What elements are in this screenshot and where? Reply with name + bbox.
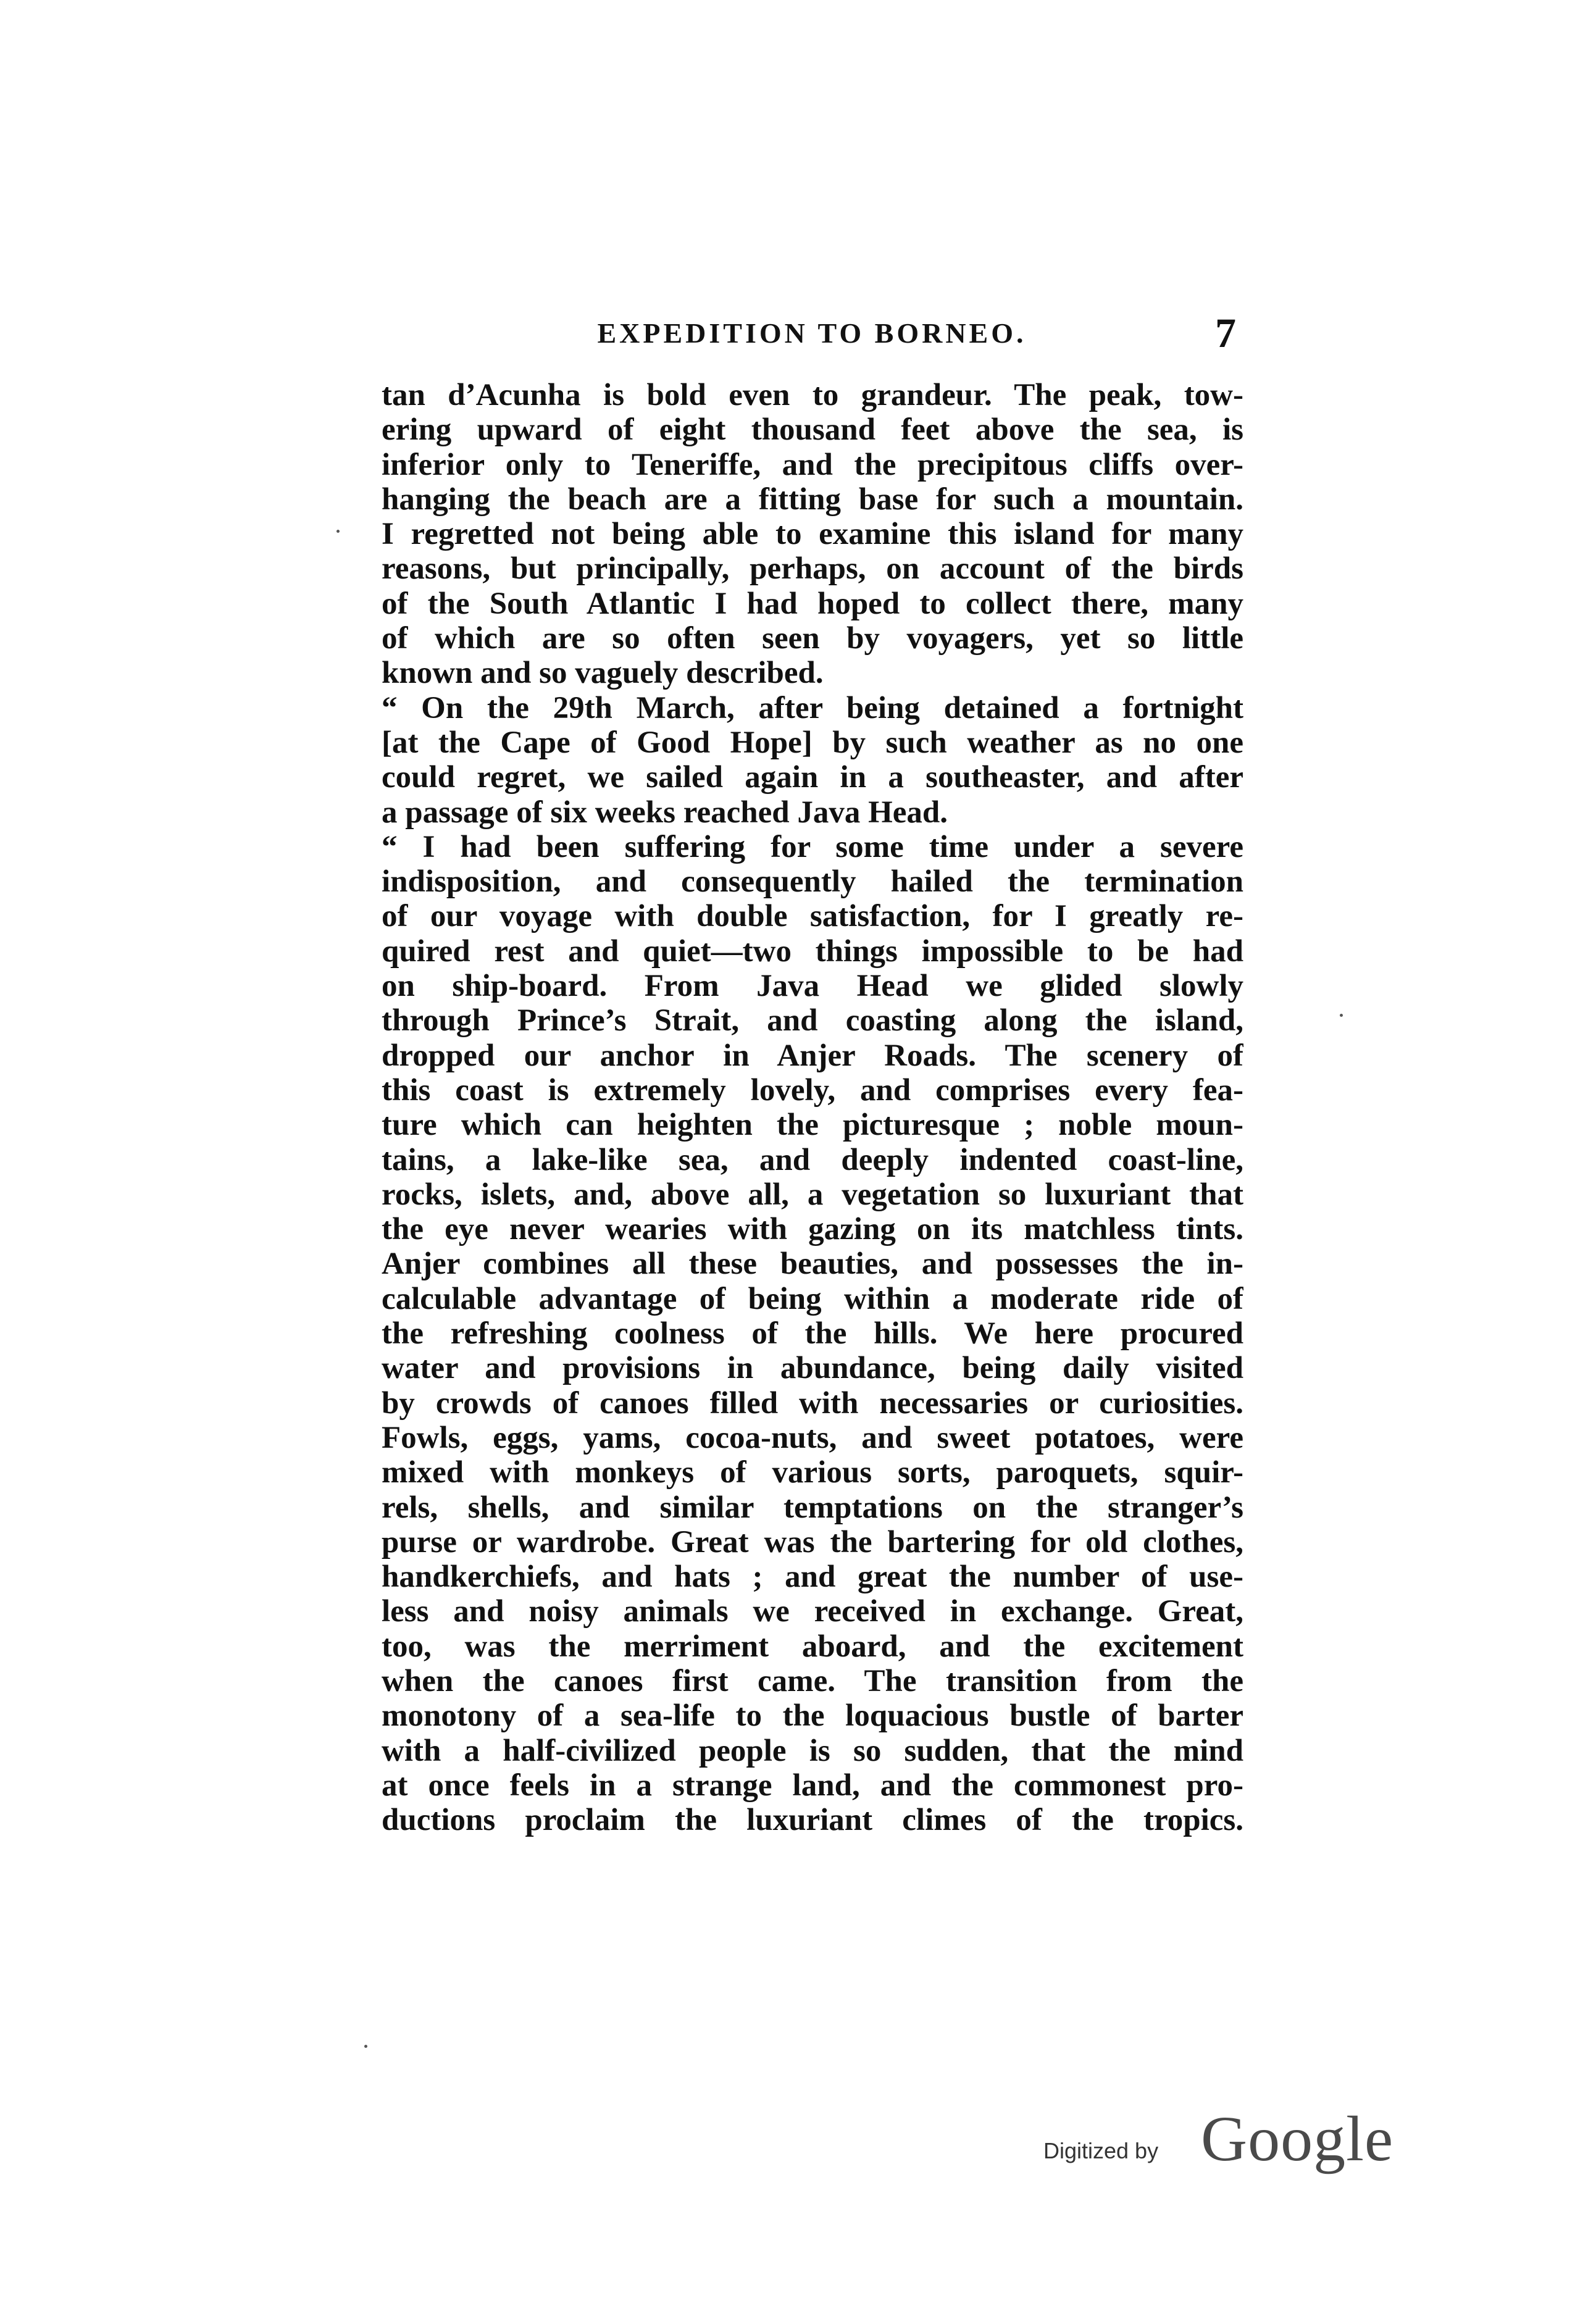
scan-speck (364, 2045, 367, 2048)
digitization-watermark (1043, 2102, 1394, 2174)
text-line: a passage of six weeks reached Java Head. (382, 795, 948, 830)
text-line: with a half-civilized people is so sudden, that the mind (382, 1733, 1243, 1768)
text-line: less and noisy animals we received in exchange. Great, (382, 1594, 1243, 1629)
text-line: indisposition, and consequently hailed the termination (382, 864, 1243, 900)
text-line: quired rest and quiet—two things impossible to be had (382, 933, 1243, 969)
text-line: I regretted not being able to examine this island for many (382, 517, 1243, 552)
text-line: [at the Cape of Good Hope] by such weather as no one (382, 725, 1243, 760)
running-head (383, 309, 1241, 356)
page-number: 7 (1215, 309, 1236, 356)
text-line: ductions proclaim the luxuriant climes of the tropics. (382, 1803, 1243, 1838)
text-line: of our voyage with double satisfaction, for I greatly re- (382, 899, 1243, 934)
text-line: water and provisions in abundance, being daily visited (382, 1351, 1243, 1386)
scan-speck (1340, 1014, 1343, 1017)
text-line: the refreshing coolness of the hills. We here procured (382, 1316, 1243, 1351)
digitized-by-label: Digitized by (1043, 2138, 1159, 2163)
text-line: calculable advantage of being within a moderate ride of (382, 1281, 1243, 1316)
text-line: could regret, we sailed again in a southeaster, and after (382, 760, 1243, 795)
text-line: purse or wardrobe. Great was the bartering for old clothes, (382, 1524, 1243, 1560)
text-line: reasons, but principally, perhaps, on account of the birds (382, 551, 1243, 587)
text-line: “ I had been suffering for some time under a severe (382, 829, 1243, 864)
text-line: inferior only to Teneriffe, and the precipitous cliffs over- (382, 447, 1243, 482)
text-line: at once feels in a strange land, and the commonest pro- (382, 1768, 1243, 1803)
text-line: rels, shells, and similar temptations on the stranger’s (382, 1490, 1243, 1525)
text-line: Anjer combines all these beauties, and possesses the in- (382, 1247, 1243, 1282)
text-line: this coast is extremely lovely, and comprises every fea- (382, 1072, 1243, 1108)
text-line: tains, a lake-like sea, and deeply indented coast-line, (382, 1142, 1243, 1177)
text-line: when the canoes first came. The transition from the (382, 1663, 1243, 1698)
text-line: known and so vaguely described. (382, 656, 824, 691)
text-line: monotony of a sea-life to the loquacious bustle of barter (382, 1698, 1243, 1734)
text-line: ering upward of eight thousand feet above the sea, is (382, 412, 1243, 448)
text-line: “ On the 29th March, after being detained a fortnight (382, 690, 1243, 725)
text-line: of the South Atlantic I had hoped to collect there, many (382, 586, 1243, 621)
text-line: through Prince’s Strait, and coasting along the island, (382, 1003, 1243, 1038)
text-line: by crowds of canoes filled with necessaries or curiosities. (382, 1385, 1243, 1421)
google-logo: Google (1201, 2103, 1394, 2174)
text-line: the eye never wearies with gazing on its matchless tints. (382, 1212, 1243, 1247)
text-line: mixed with monkeys of various sorts, paroquets, squir- (382, 1455, 1243, 1490)
text-line: Fowls, eggs, yams, cocoa-nuts, and sweet potatoes, were (382, 1420, 1243, 1455)
text-line: handkerchiefs, and hats ; and great the number of use- (382, 1560, 1243, 1595)
text-line: of which are so often seen by voyagers, yet so little (382, 621, 1243, 656)
text-line: on ship-board. From Java Head we glided slowly (382, 969, 1243, 1004)
text-line: rocks, islets, and, above all, a vegetation so luxuriant that (382, 1177, 1243, 1212)
text-line: dropped our anchor in Anjer Roads. The scenery of (382, 1038, 1243, 1073)
text-line: hanging the beach are a fitting base for such a mountain. (382, 482, 1243, 517)
running-title: EXPEDITION TO BORNEO. (597, 317, 1027, 349)
body-text (382, 378, 1243, 1837)
scan-speck (336, 530, 340, 533)
text-line: tan d’Acunha is bold even to grandeur. The peak, tow- (382, 378, 1243, 412)
text-line: too, was the merriment aboard, and the excitement (382, 1629, 1243, 1664)
text-line: ture which can heighten the picturesque ; noble moun- (382, 1108, 1243, 1143)
